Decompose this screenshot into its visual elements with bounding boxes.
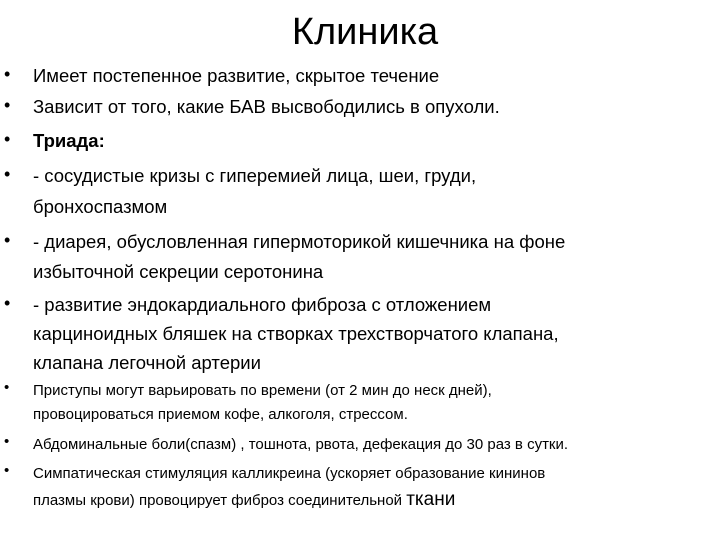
bullet-line: Симпатическая стимуляция калликреина (ускоряет образование кининов bbox=[33, 465, 546, 482]
bullet-line: бронхоспазмом bbox=[33, 196, 168, 217]
bullet-line-tail: ткани bbox=[406, 489, 456, 510]
bullet-dot: • bbox=[4, 129, 11, 149]
bullet-dot: • bbox=[4, 433, 10, 450]
bullet-line: Зависит от того, какие БАВ высвободились в опухоли. bbox=[33, 96, 500, 117]
bullet-dot: • bbox=[4, 379, 10, 396]
bullet-dot: • bbox=[4, 462, 10, 479]
bullet-dot: • bbox=[4, 164, 11, 184]
bullet-line: Триада: bbox=[33, 130, 105, 151]
bullet-dot: • bbox=[4, 95, 11, 115]
bullet-dot: • bbox=[4, 230, 11, 250]
bullet-line: избыточной секреции серотонина bbox=[33, 261, 324, 282]
bullet-line: - развитие эндокардиального фиброза с отложением bbox=[33, 294, 492, 315]
bullet-line: - диарея, обусловленная гипермоторикой кишечника на фоне bbox=[33, 231, 566, 252]
bullet-line: провоцироваться приемом кофе, алкоголя, стрессом. bbox=[33, 406, 408, 423]
bullet-dot: • bbox=[4, 64, 11, 84]
bullet-line: карциноидных бляшек на створках трехстворчатого клапана, bbox=[33, 323, 559, 344]
bullet-dot: • bbox=[4, 293, 11, 313]
bullet-line: Абдоминальные боли(спазм) , тошнота, рвота, дефекация до 30 раз в сутки. bbox=[33, 436, 569, 453]
slide-title: Клиника bbox=[291, 11, 439, 53]
bullet-line: Приступы могут варьировать по времени (от 2 мин до неск дней), bbox=[33, 382, 492, 399]
bullet-line-last bbox=[33, 489, 455, 512]
bullet-line: Имеет постепенное развитие, скрытое течение bbox=[33, 65, 440, 86]
bullet-line-text: плазмы крови) провоцирует фиброз соединительной bbox=[33, 492, 407, 509]
bullet-line: клапана легочной артерии bbox=[33, 352, 261, 373]
bullet-line: - сосудистые кризы с гиперемией лица, шеи, груди, bbox=[33, 165, 477, 186]
